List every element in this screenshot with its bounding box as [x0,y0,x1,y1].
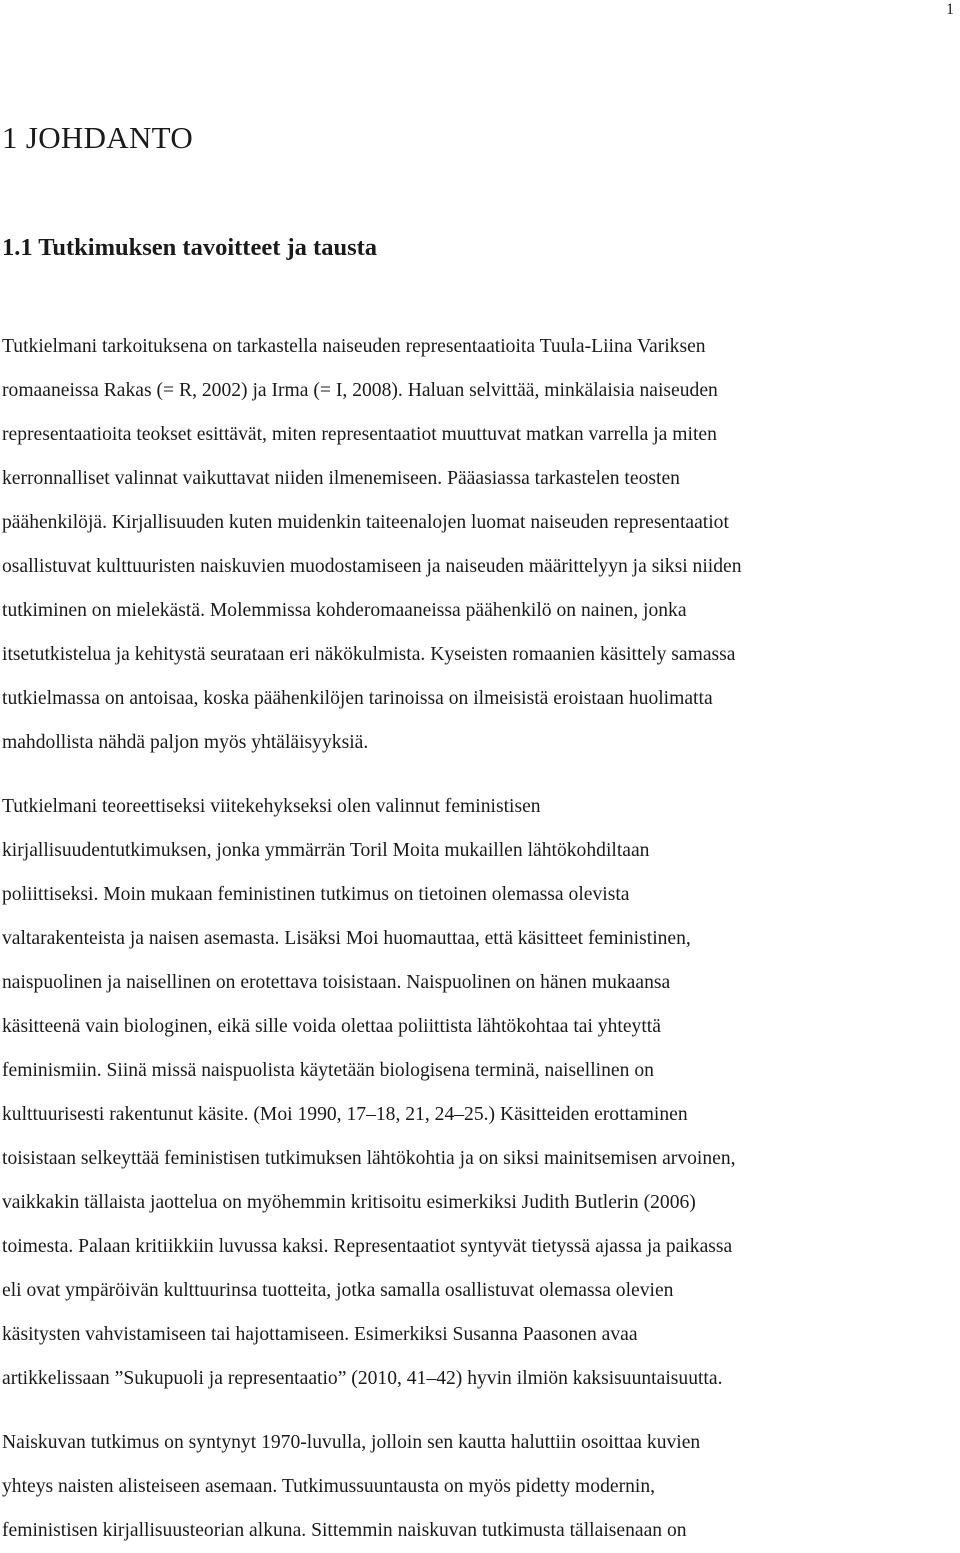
text-line: Tutkielmani tarkoituksena on tarkastella naiseuden representaatioita Tuula-Liina Variksen [2,336,706,357]
text-line: feministisen kirjallisuusteorian alkuna. Sittemmin naiskuvan tutkimusta tällaisenaan on [2,1520,687,1541]
text-line: feminismiin. Siinä missä naispuolista käytetään biologisena terminä, naisellinen on [2,1060,654,1081]
text-line: poliittiseksi. Moin mukaan feministinen tutkimus on tietoinen olemassa olevista [2,884,630,905]
text-line: vaikkakin tällaista jaottelua on myöhemmin kritisoitu esimerkiksi Judith Butlerin (2006) [2,1192,696,1213]
text-line: toisistaan selkeyttää feministisen tutkimuksen lähtökohtia ja on siksi mainitsemisen arvoinen, [2,1148,736,1169]
text-line: kerronnalliset valinnat vaikuttavat niiden ilmenemiseen. Pääasiassa tarkastelen teosten [2,468,680,489]
text-line: käsitysten vahvistamiseen tai hajottamiseen. Esimerkiksi Susanna Paasonen avaa [2,1324,638,1345]
text-line: romaaneissa Rakas (= R, 2002) ja Irma (= I, 2008). Haluan selvittää, minkälaisia naiseuden [2,380,718,401]
paragraph-2 [2,785,958,1401]
paragraph-1 [2,325,958,765]
text-line: tutkielmassa on antoisaa, koska päähenkilöjen tarinoissa on ilmeisistä eroistaan huolimatta [2,688,713,709]
text-line: kirjallisuudentutkimuksen, jonka ymmärrän Toril Moita mukaillen lähtökohdiltaan [2,840,650,861]
text-line: valtarakenteista ja naisen asemasta. Lisäksi Moi huomauttaa, että käsitteet feministinen, [2,928,691,949]
text-line: eli ovat ympäröivän kulttuurinsa tuotteita, jotka samalla osallistuvat olemassa olevien [2,1280,674,1301]
text-line: käsitteenä vain biologinen, eikä sille voida olettaa poliittista lähtökohtaa tai yhteyttä [2,1016,661,1037]
text-line: artikkelissaan ”Sukupuoli ja representaatio” (2010, 41–42) hyvin ilmiön kaksisuuntaisuutta. [2,1368,723,1389]
paragraph-3 [2,1421,958,1553]
page-number: 1 [946,1,954,18]
text-line: kulttuurisesti rakentunut käsite. (Moi 1990, 17–18, 21, 24–25.) Käsitteiden erottaminen [2,1104,688,1125]
section-heading: 1.1 Tutkimuksen tavoitteet ja tausta [2,234,378,261]
text-line: Tutkielmani teoreettiseksi viitekehykseksi olen valinnut feministisen [2,796,541,817]
text-line: representaatioita teokset esittävät, miten representaatiot muuttuvat matkan varrella ja miten [2,424,717,445]
text-line: naispuolinen ja naisellinen on erotettava toisistaan. Naispuolinen on hänen mukaansa [2,972,671,993]
text-line: toimesta. Palaan kritiikkiin luvussa kaksi. Representaatiot syntyvät tietyssä ajassa ja paikassa [2,1236,733,1257]
text-line: osallistuvat kulttuuristen naiskuvien muodostamiseen ja naiseuden määrittelyyn ja siksi niiden [2,556,742,577]
text-line: yhteys naisten alisteiseen asemaan. Tutkimussuuntausta on myös pidetty modernin, [2,1476,656,1497]
text-line: päähenkilöjä. Kirjallisuuden kuten muidenkin taiteenalojen luomat naiseuden representaatiot [2,512,729,533]
text-line: mahdollista nähdä paljon myös yhtäläisyyksiä. [2,732,369,753]
text-line: itsetutkistelua ja kehitystä seurataan eri näkökulmista. Kyseisten romaanien käsittely samassa [2,644,736,665]
text-line: tutkiminen on mielekästä. Molemmissa kohderomaaneissa päähenkilö on nainen, jonka [2,600,687,621]
chapter-heading: 1 JOHDANTO [2,120,194,155]
text-line: Naiskuvan tutkimus on syntynyt 1970-luvulla, jolloin sen kautta haluttiin osoittaa kuvien [2,1432,701,1453]
